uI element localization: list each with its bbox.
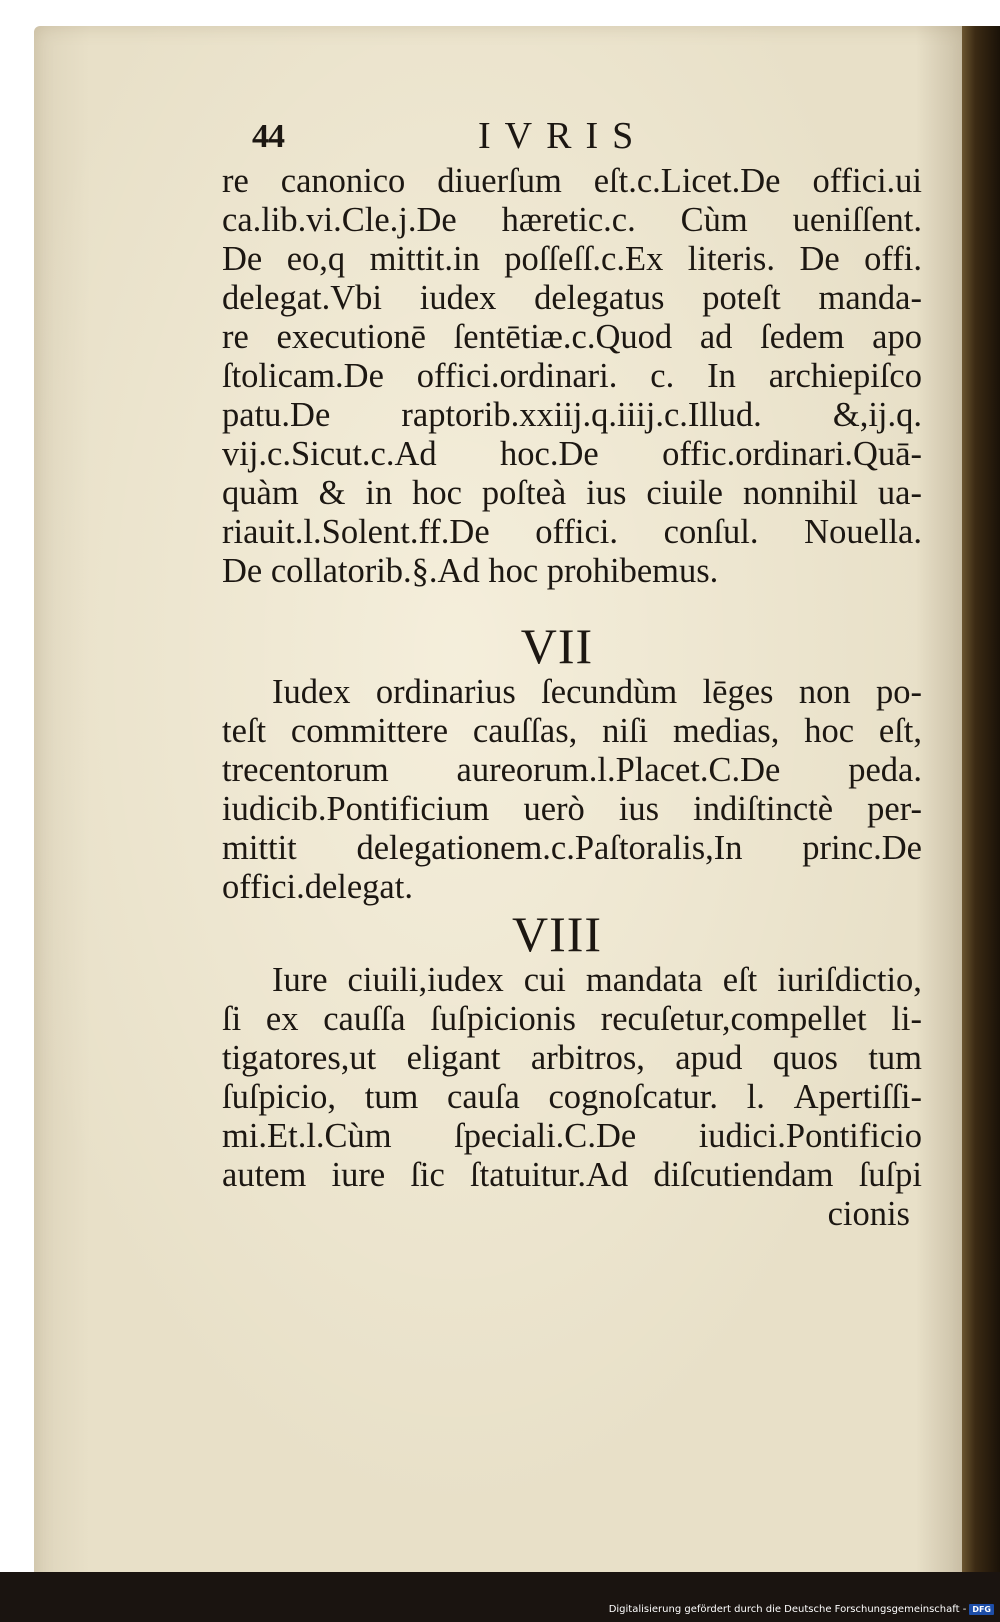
text-line	[222, 790, 922, 829]
word: ius	[586, 474, 627, 512]
dfg-logo: DFG	[969, 1604, 994, 1615]
word: mittit	[222, 829, 297, 867]
word: hæretic.c.	[501, 201, 636, 239]
digitization-credit	[609, 1604, 994, 1615]
word: offici.ui	[812, 162, 922, 200]
word: ſuſpicio,	[222, 1078, 337, 1116]
word: ex	[265, 1000, 299, 1038]
text-block	[222, 115, 922, 1234]
word: diſcutiendam	[653, 1156, 834, 1194]
word: cauſa	[447, 1078, 520, 1116]
word: archiepiſco	[768, 357, 922, 395]
word: iudici.Pontificio	[698, 1117, 922, 1155]
word: iure	[331, 1156, 386, 1194]
text-line	[222, 357, 922, 396]
word: offic.ordinari.Quā-	[662, 435, 922, 473]
word: non	[798, 673, 851, 711]
word: iudicib.Pontificium	[222, 790, 490, 828]
word: ſecundùm	[541, 673, 678, 711]
text-line	[222, 829, 922, 868]
word: delegat.Vbi	[222, 279, 382, 317]
word: eo,q	[286, 240, 346, 278]
word: po-	[875, 673, 922, 711]
word: princ.De	[802, 829, 922, 867]
text-line	[222, 751, 922, 790]
word: mittit.in	[369, 240, 480, 278]
book-edge	[962, 26, 1000, 1596]
word: ſentētiæ.c.Quod	[453, 318, 673, 356]
word: cauſſas,	[472, 712, 578, 750]
word: poſteà	[481, 474, 567, 512]
word: eſt.c.Licet.De	[593, 162, 781, 200]
text-line	[222, 1117, 922, 1156]
word: tum	[364, 1078, 419, 1116]
word: poteſt	[702, 279, 781, 317]
word: indiſtinctè	[693, 790, 834, 828]
word: cui	[523, 961, 566, 999]
word: canonico	[280, 162, 406, 200]
paragraph-continuation	[222, 162, 922, 591]
word: mandata	[585, 961, 703, 999]
word: offici.	[535, 513, 619, 551]
word: re	[222, 318, 249, 356]
word: Iudex	[272, 673, 351, 711]
word: c.	[650, 357, 675, 395]
text-line	[222, 1156, 922, 1195]
section-numeral-vii: VII	[520, 618, 594, 674]
word: vij.c.Sicut.c.Ad	[222, 435, 437, 473]
word: ſuſpicionis	[430, 1000, 576, 1038]
text-line	[222, 673, 922, 712]
text-line	[222, 474, 922, 513]
word: manda-	[818, 279, 922, 317]
word: tum	[868, 1039, 922, 1077]
word: ſtolicam.De	[222, 357, 384, 395]
word: cauſſa	[323, 1000, 406, 1038]
section-numeral-viii: VIII	[511, 906, 603, 962]
text-line	[222, 396, 922, 435]
word: raptorib.xxiij.q.iiij.c.Illud.	[401, 396, 762, 434]
word: patu.De	[222, 396, 331, 434]
word: offici.ordinari.	[416, 357, 618, 395]
word: re	[222, 162, 249, 200]
catchword: cionis	[827, 1195, 910, 1233]
word: quos	[772, 1039, 838, 1077]
word: &	[318, 474, 346, 512]
word: diuerſum	[437, 162, 562, 200]
word: medias,	[673, 712, 780, 750]
word: Cùm	[680, 201, 748, 239]
credit-text: Digitalisierung gefördert durch die Deutsche Forschungsgemeinschaft -	[608, 1604, 967, 1615]
word: eligant	[406, 1039, 501, 1077]
word: ua-	[877, 474, 922, 512]
word: poſſeſſ.c.Ex	[504, 240, 664, 278]
word: apud	[675, 1039, 743, 1077]
word: in	[365, 474, 393, 512]
word: nonnihil	[742, 474, 858, 512]
word: ordinarius	[375, 673, 516, 711]
word: riauit.l.Solent.ff.De	[222, 513, 490, 551]
word: li-	[891, 1000, 922, 1038]
word: per-	[867, 790, 922, 828]
word: conſul.	[663, 513, 759, 551]
word: aureorum.l.Placet.C.De	[456, 751, 781, 789]
text-line	[222, 201, 922, 240]
text-line	[222, 1039, 922, 1078]
word: eſt	[722, 961, 758, 999]
word: lēges	[702, 673, 774, 711]
text-line	[222, 1078, 922, 1117]
word: ciuile	[646, 474, 723, 512]
word: tigatores,ut	[222, 1039, 377, 1077]
word: delegatus	[534, 279, 665, 317]
word: ciuili,iudex	[347, 961, 504, 999]
text-line: offici.delegat.	[222, 868, 413, 906]
text-line	[222, 318, 922, 357]
word: hoc.De	[500, 435, 599, 473]
running-title: IVRIS	[478, 115, 648, 157]
word: autem	[222, 1156, 307, 1194]
section-vii	[222, 673, 922, 907]
section-viii	[222, 961, 922, 1234]
word: ſedem	[760, 318, 845, 356]
word: &,ij.q.	[832, 396, 922, 434]
word: peda.	[848, 751, 922, 789]
word: ca.lib.vi.Cle.j.De	[222, 201, 457, 239]
word: iuriſdictio,	[777, 961, 922, 999]
word: arbitros,	[530, 1039, 645, 1077]
word: Iure	[272, 961, 328, 999]
text-line: De collatorib.§.Ad hoc prohibemus.	[222, 552, 719, 590]
word: ſtatuitur.Ad	[470, 1156, 629, 1194]
word: ſi	[222, 1000, 242, 1038]
text-line	[222, 961, 922, 1000]
text-line	[222, 1000, 922, 1039]
text-line	[222, 513, 922, 552]
word: hoc	[804, 712, 855, 750]
word: delegationem.c.Paſtoralis,In	[356, 829, 743, 867]
word: offi.	[864, 240, 922, 278]
word: quàm	[222, 474, 299, 512]
word: De	[222, 240, 263, 278]
word: cognoſcatur.	[548, 1078, 719, 1116]
word: iudex	[419, 279, 497, 317]
word: teſt	[222, 712, 267, 750]
word: mi.Et.l.Cùm	[222, 1117, 392, 1155]
word: executionē	[276, 318, 426, 356]
word: Apertiſſi-	[793, 1078, 922, 1116]
word: ius	[618, 790, 660, 828]
word: ſpeciali.C.De	[454, 1117, 637, 1155]
word: apo	[872, 318, 922, 356]
word: uerò	[523, 790, 585, 828]
word: niſi	[602, 712, 649, 750]
word: l.	[746, 1078, 765, 1116]
text-line	[222, 712, 922, 751]
text-line	[222, 240, 922, 279]
word: ad	[699, 318, 733, 356]
word: eſt,	[878, 712, 922, 750]
word: In	[707, 357, 736, 395]
word: recuſetur,compellet	[600, 1000, 867, 1038]
running-head	[222, 115, 922, 162]
text-line	[222, 435, 922, 474]
word: literis.	[687, 240, 775, 278]
word: ueniſſent.	[792, 201, 922, 239]
word: Nouella.	[804, 513, 922, 551]
word: hoc	[412, 474, 462, 512]
page-number: 44	[252, 118, 284, 155]
text-line	[222, 279, 922, 318]
word: De	[799, 240, 840, 278]
word: committere	[290, 712, 449, 750]
word: ſic	[410, 1156, 445, 1194]
text-line	[222, 162, 922, 201]
word: trecentorum	[222, 751, 389, 789]
word: ſuſpi	[858, 1156, 922, 1194]
